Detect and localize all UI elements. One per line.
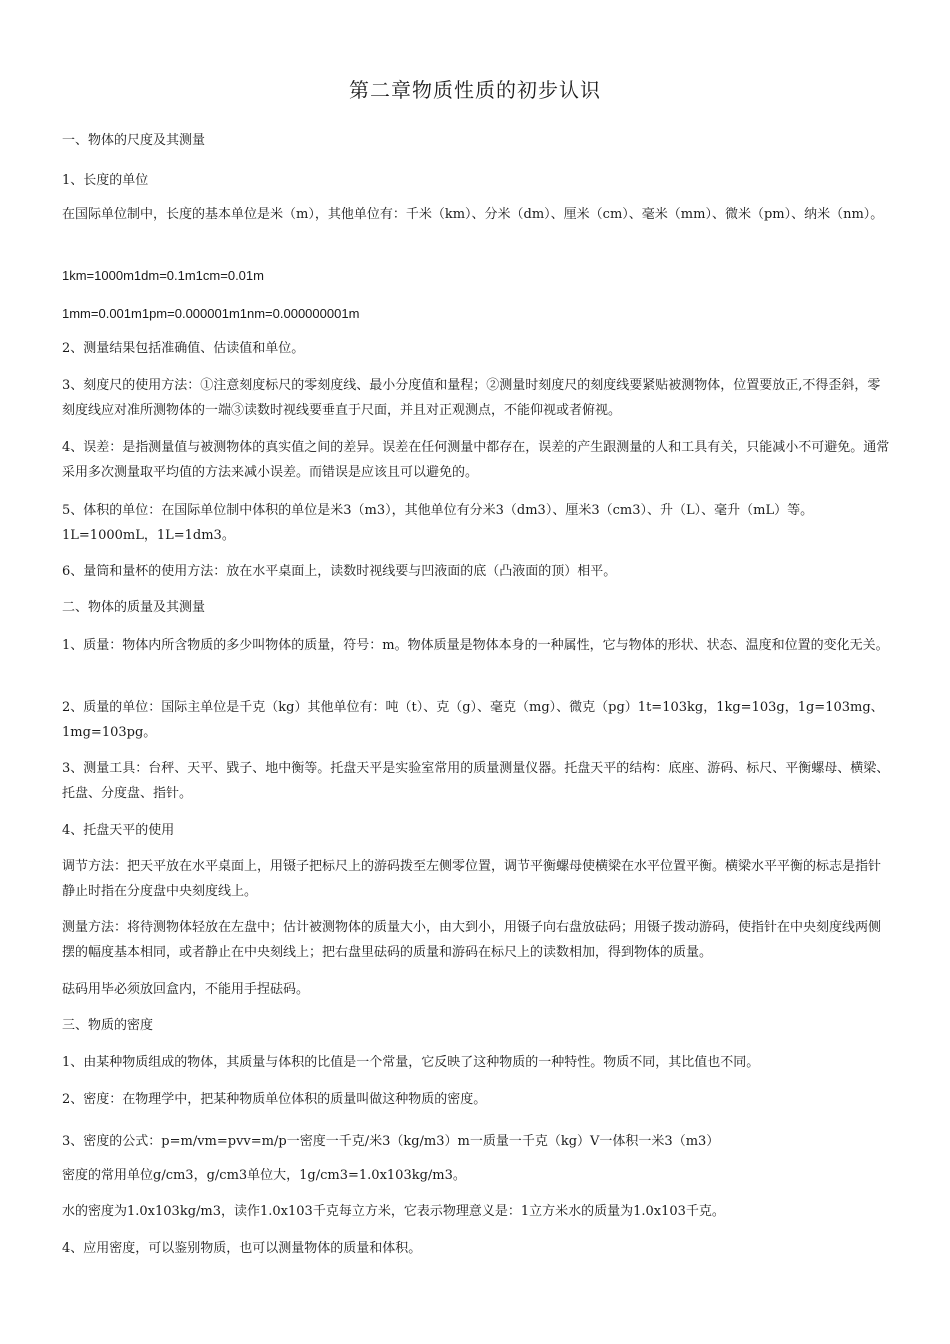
subheading-length-unit: 1、长度的单位 <box>62 173 149 188</box>
paragraph-measuring-method: 测量方法：将待测物体轻放在左盘中；估计被测物体的质量大小，由大到小，用镊子向右盘放砝码；用镊子拨动游码，使指针在中央刻度线两侧摆的幅度基本相同，或者静止在中央刻线上；把右盘里砝码的质量和游码在标尺上的读数相加，得到物体的质量。 <box>62 920 882 960</box>
paragraph-density-units: 密度的常用单位g/cm3，g/cm3单位大，1g/cm3=1.0x103kg/m3。 <box>62 1168 466 1183</box>
page-title: 第二章物质性质的初步认识 <box>349 78 601 102</box>
paragraph-mass-units: 2、质量的单位：国际主单位是千克（kg）其他单位有：吨（t）、克（g）、毫克（mg）、微克（pg）1t=103kg，1kg=103g，1g=103mg、1mg=103pg。 <box>62 700 884 740</box>
paragraph-volume-units: 5、体积的单位：在国际单位制中体积的单位是米3（m3），其他单位有分米3（dm3）、厘米3（cm3）、升（L）、毫升（mL）等。1L=1000mL，1L=1dm3。 <box>62 503 814 543</box>
section-heading-3: 三、物质的密度 <box>62 1018 154 1033</box>
paragraph-measurement-result: 2、测量结果包括准确值、估读值和单位。 <box>62 341 305 356</box>
paragraph-density-definition: 2、密度：在物理学中，把某种物质单位体积的质量叫做这种物质的密度。 <box>62 1092 487 1107</box>
paragraph-ratio-constant: 1、由某种物质组成的物体，其质量与体积的比值是一个常量，它反映了这种物质的一种特性。物质不同，其比值也不同。 <box>62 1055 760 1070</box>
formula-length-2: 1mm=0.001m1pm=0.000001m1nm=0.000000001m <box>62 306 360 321</box>
paragraph-measuring-tools: 3、测量工具：台秤、天平、戥子、地中衡等。托盘天平是实验室常用的质量测量仪器。托盘天平的结构：底座、游码、标尺、平衡螺母、横梁、托盘、分度盘、指针。 <box>62 761 890 801</box>
paragraph-mass: 1、质量：物体内所含物质的多少叫物体的质量，符号：m。物体质量是物体本身的一种属性，它与物体的形状、状态、温度和位置的变化无关。 <box>62 638 889 653</box>
section-heading-2: 二、物体的质量及其测量 <box>62 600 206 615</box>
section-heading-1: 一、物体的尺度及其测量 <box>62 133 206 148</box>
paragraph-cylinder-usage: 6、量筒和量杯的使用方法：放在水平桌面上，读数时视线要与凹液面的底（凸液面的顶）相平。 <box>62 564 617 579</box>
subheading-balance-usage: 4、托盘天平的使用 <box>62 823 175 838</box>
paragraph-adjustment-method: 调节方法：把天平放在水平桌面上，用镊子把标尺上的游码拨至左侧零位置，调节平衡螺母使横梁在水平位置平衡。横梁水平平衡的标志是指针静止时指在分度盘中央刻度线上。 <box>62 859 882 899</box>
paragraph-length-units: 在国际单位制中，长度的基本单位是米（m），其他单位有：千米（km）、分米（dm）、厘米（cm）、毫米（mm）、微米（pm）、纳米（nm）。 <box>62 207 884 222</box>
formula-length-1: 1km=1000m1dm=0.1m1cm=0.01m <box>62 268 264 283</box>
paragraph-error: 4、误差：是指测量值与被测物体的真实值之间的差异。误差在任何测量中都存在，误差的产生跟测量的人和工具有关，只能减小不可避免。通常采用多次测量取平均值的方法来减小误差。而错误是应该且可以避免的。 <box>62 440 890 480</box>
paragraph-density-application: 4、应用密度，可以鉴别物质，也可以测量物体的质量和体积。 <box>62 1241 422 1256</box>
paragraph-water-density: 水的密度为1.0x103kg/m3，读作1.0x103千克每立方米，它表示物理意义是：1立方米水的质量为1.0x103千克。 <box>62 1204 725 1219</box>
paragraph-ruler-usage: 3、刻度尺的使用方法：①注意刻度标尺的零刻度线、最小分度值和量程；②测量时刻度尺的刻度线要紧贴被测物体，位置要放正,不得歪斜，零刻度线应对准所测物体的一端③读数时视线要垂直于尺面，并且对正观测点，不能仰视或者俯视。 <box>62 378 881 418</box>
paragraph-density-formula: 3、密度的公式：p=m/vm=pvv=m/p一密度一千克/米3（kg/m3）m一质量一千克（kg）V一体积一米3（m3） <box>62 1134 720 1149</box>
paragraph-weights-note: 砝码用毕必须放回盒内，不能用手捏砝码。 <box>62 982 310 997</box>
